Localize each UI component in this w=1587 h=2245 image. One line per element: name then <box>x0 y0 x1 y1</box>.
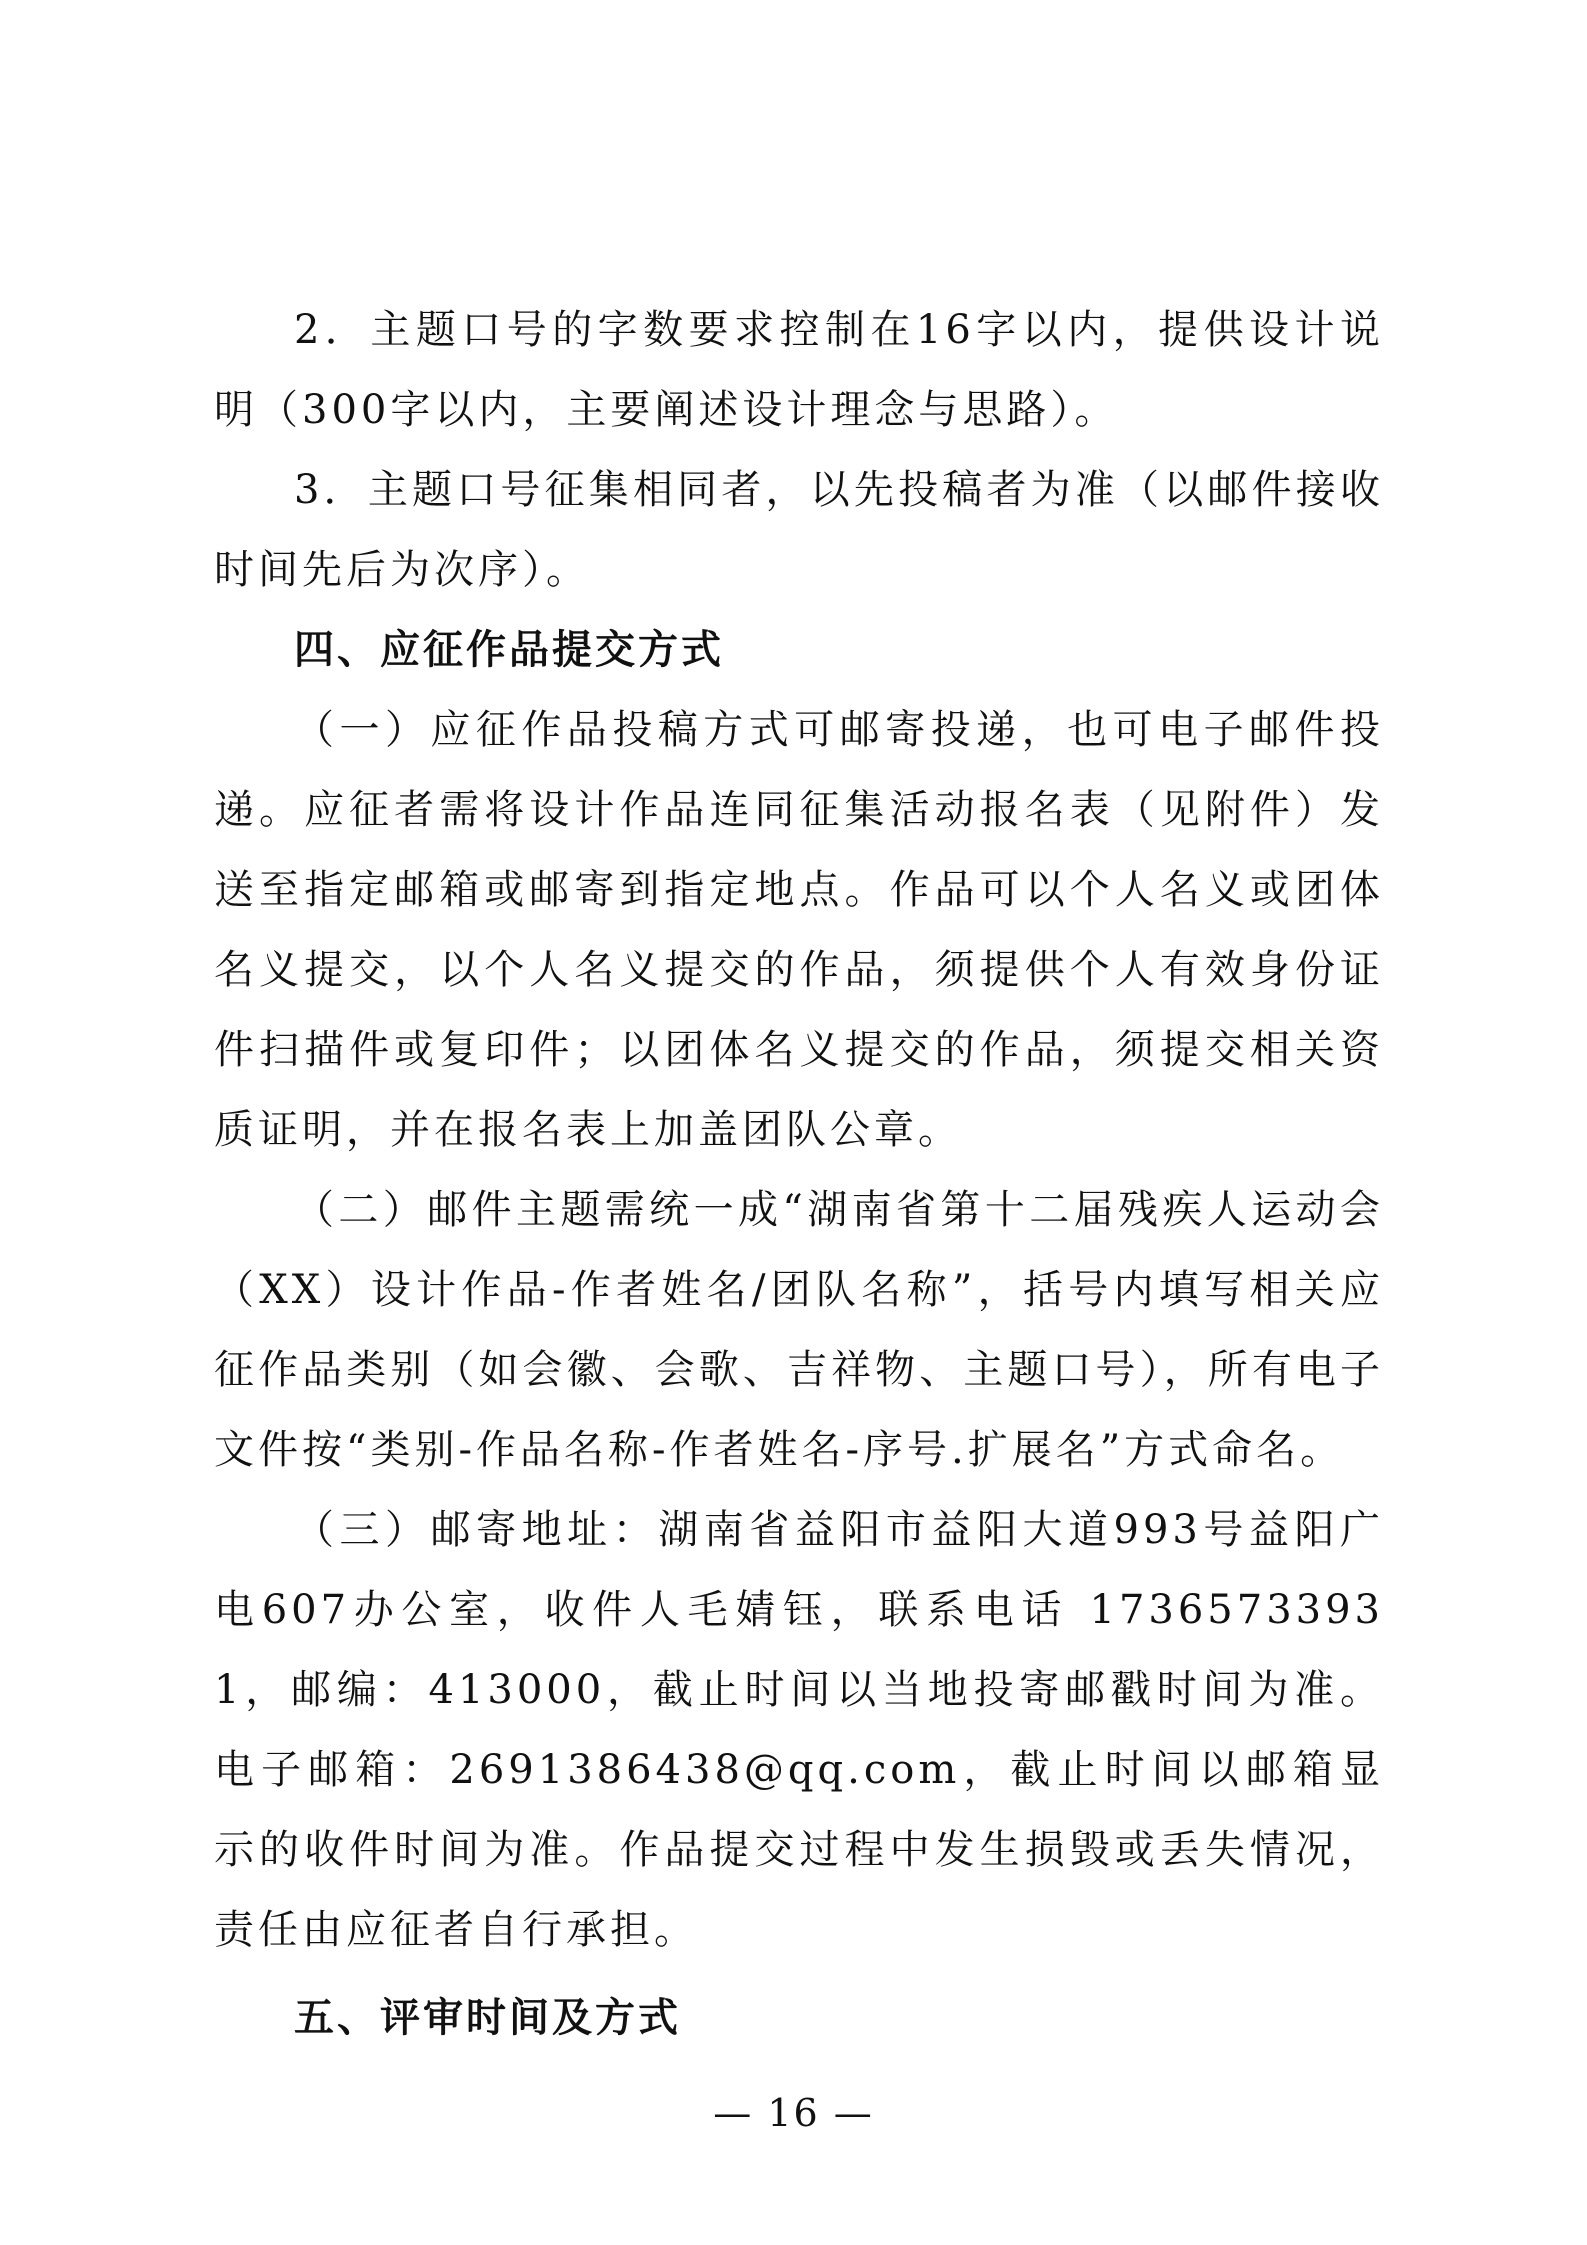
page-number: — 16 — <box>713 2091 874 2135</box>
section-heading-submission: 四、应征作品提交方式 <box>294 627 724 673</box>
paragraph-mailing-address: （三）邮寄地址：湖南省益阳市益阳大道993号益阳广电607办公室，收件人毛婧钰，联系电话 17365733931，邮编：413000，截止时间以当地投寄邮戳时间为准。电子邮箱：2691386438@qq.com，截止时间以邮箱显示的收件时间为准。作品提交过程中发生损毁或丢失情况，责任由应征者自行承担。 <box>214 1507 1384 1953</box>
paragraph-slogan-duplicate: 3．主题口号征集相同者，以先投稿者为准（以邮件接收时间先后为次序）。 <box>214 467 1384 593</box>
paragraph-submission-method: （一）应征作品投稿方式可邮寄投递，也可电子邮件投递。应征者需将设计作品连同征集活动报名表（见附件）发送至指定邮箱或邮寄到指定地点。作品可以个人名义或团体名义提交，以个人名义提交的作品，须提供个人有效身份证件扫描件或复印件；以团体名义提交的作品，须提交相关资质证明，并在报名表上加盖团队公章。 <box>214 707 1384 1153</box>
paragraph-email-subject: （二）邮件主题需统一成“湖南省第十二届残疾人运动会（XX）设计作品-作者姓名/团队名称”，括号内填写相关应征作品类别（如会徽、会歌、吉祥物、主题口号），所有电子文件按“类别-作品名称-作者姓名-序号.扩展名”方式命名。 <box>214 1187 1384 1473</box>
section-heading-review: 五、评审时间及方式 <box>294 1995 681 2041</box>
document-body <box>214 290 1384 2058</box>
paragraph-slogan-length: 2．主题口号的字数要求控制在16字以内，提供设计说明（300字以内，主要阐述设计理念与思路）。 <box>214 307 1384 433</box>
